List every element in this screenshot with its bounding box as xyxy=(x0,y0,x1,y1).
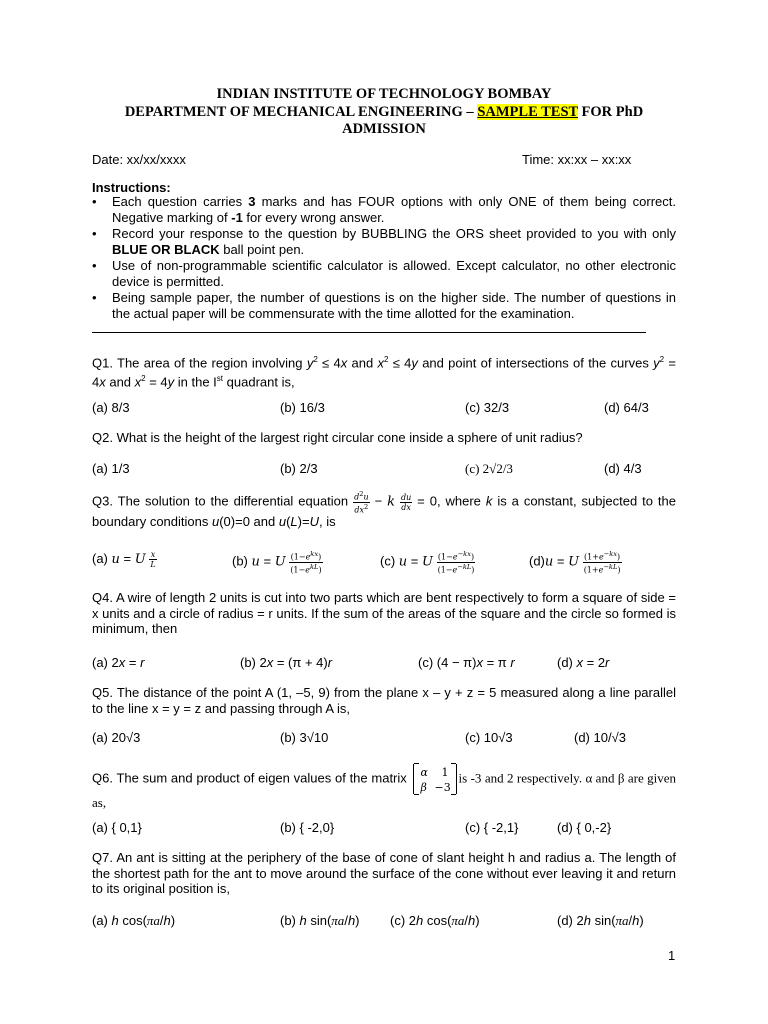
admission-title: ADMISSION xyxy=(342,121,426,137)
instruction-item: • Record your response to the question by BUBBLING the ORS sheet provided to you with only BLUE OR BLACK ball point pen. xyxy=(92,226,676,257)
instructions-heading: Instructions: xyxy=(92,180,171,195)
q2-option-a: (a) 1/3 xyxy=(92,461,130,476)
question-6: Q6. The sum and product of eigen values of the matrix α 1 β −3 is -3 and 2 respectively. α and β are given as, xyxy=(92,766,676,810)
eigen-matrix: α 1 β −3 xyxy=(413,764,457,794)
q3-option-a: (a) u = U $\frac{x}{L}$ xyxy=(92,550,156,569)
q7-option-a: (a) h cos(πa/h) xyxy=(92,913,176,928)
question-7: Q7. An ant is sitting at the periphery of the base of cone of slant height h and radius a. The length of the shortest path for the ant to move around the surface of the cone without ever leaving it and return to its original position is, xyxy=(92,850,676,896)
q5-option-a: (a) 20√3 xyxy=(92,730,141,745)
question-1: Q1. The area of the region involving $y^2 \le 4x$ and $x^2 \le 4y$ and point of intersections of the curves $y^2 = 4x$ and $x^2 = 4y$ in the Ist quadrant is, xyxy=(92,355,676,390)
q3-option-b: (b) u = U $\frac{(1-e^{kx})}{(1-e^{kL})}$ xyxy=(232,550,322,575)
separator-line xyxy=(92,332,646,333)
q2-option-d: (d) 4/3 xyxy=(604,461,642,476)
q4-option-c: (c) (4 − π)x = π r xyxy=(418,655,515,670)
question-5: Q5. The distance of the point A (1, –5, 9) from the plane x – y + z = 5 measured along a line parallel to the line x = y = z and passing through A is, xyxy=(92,685,676,716)
instruction-item: • Use of non-programmable scientific calculator is allowed. Except calculator, no other electronic device is permitted. xyxy=(92,258,676,289)
department-title xyxy=(0,104,768,121)
q2-option-c: (c) 2√2/3 xyxy=(465,461,513,476)
institute-title: INDIAN INSTITUTE OF TECHNOLOGY BOMBAY xyxy=(216,86,552,102)
q5-option-b: (b) 3√10 xyxy=(280,730,329,745)
q1-option-a: (a) 8/3 xyxy=(92,400,130,415)
department-title-post: FOR PhD xyxy=(577,104,644,120)
q3-option-d: (d)u = U $\frac{(1+e^{-kx})}{(1+e^{-kL})}$ xyxy=(529,550,621,575)
exam-time: Time: xx:xx – xx:xx xyxy=(522,152,632,167)
q6-option-d: (d) { 0,-2} xyxy=(557,820,612,835)
instruction-item: • Being sample paper, the number of questions is on the higher side. The number of questions in the actual paper will be commensurate with the time allotted for the examination. xyxy=(92,290,676,321)
q1-option-d: (d) 64/3 xyxy=(604,400,649,415)
instruction-item: • Each question carries 3 marks and has FOUR options with only ONE of them being correct. Negative marking of -1 for every wrong answer. xyxy=(92,194,676,225)
page-number: 1 xyxy=(668,948,676,963)
question-2: Q2. What is the height of the largest right circular cone inside a sphere of unit radius? xyxy=(92,430,583,445)
q4-option-a: (a) 2x = r xyxy=(92,655,145,670)
q6-option-a: (a) { 0,1} xyxy=(92,820,142,835)
department-title-pre: DEPARTMENT OF MECHANICAL ENGINEERING – xyxy=(124,104,478,120)
question-4: Q4. A wire of length 2 units is cut into two parts which are bent respectively to form a square of side = x units and a circle of radius = r units. If the sum of the areas of the square and the circle so formed is minimum, then xyxy=(92,590,676,636)
q7-option-d: (d) 2h sin(πa/h) xyxy=(557,913,644,928)
sample-test-highlight: SAMPLE TEST xyxy=(477,104,578,120)
q5-option-c: (c) 10√3 xyxy=(465,730,513,745)
q1-option-b: (b) 16/3 xyxy=(280,400,325,415)
q6-option-c: (c) { -2,1} xyxy=(465,820,519,835)
q4-option-d: (d) x = 2r xyxy=(557,655,610,670)
exam-date: Date: xx/xx/xxxx xyxy=(92,152,186,167)
question-3: Q3. The solution to the differential equation $\frac{d^2u}{dx^2}$ − k $\frac{du}{dx}$ = 0, where k is a constant, subjected to the boundary conditions u(0)=0 and u(L)=U, is xyxy=(92,490,676,530)
q2-option-b: (b) 2/3 xyxy=(280,461,318,476)
q6-option-b: (b) { -2,0} xyxy=(280,820,335,835)
q3-option-c: (c) u = U $\frac{(1-e^{-kx})}{(1-e^{-kL})}$ xyxy=(380,550,475,575)
instructions-list xyxy=(92,194,676,322)
q5-option-d: (d) 10/√3 xyxy=(574,730,626,745)
q7-option-b: (b) h sin(πa/h) xyxy=(280,913,360,928)
q1-option-c: (c) 32/3 xyxy=(465,400,510,415)
q7-option-c: (c) 2h cos(πa/h) xyxy=(390,913,480,928)
q4-option-b: (b) 2x = (π + 4)r xyxy=(240,655,333,670)
